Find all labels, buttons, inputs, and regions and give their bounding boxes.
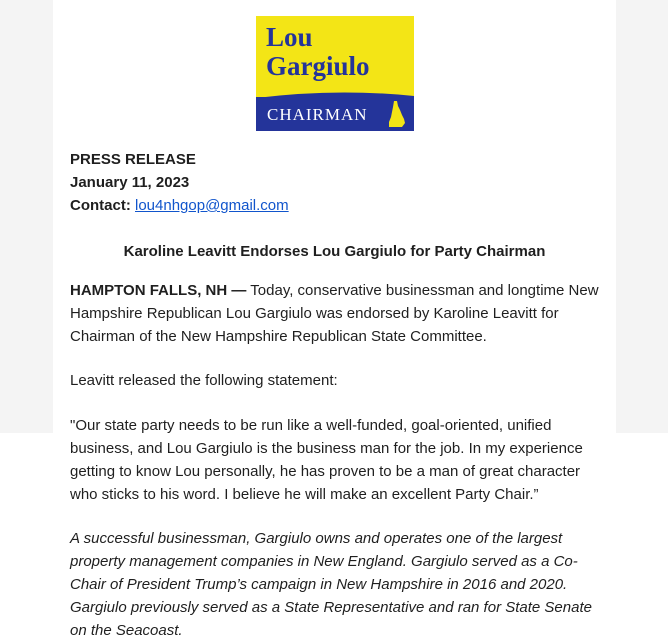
logo-name-line2: Gargiulo [266,51,370,81]
gargiulo-bio: A successful businessman, Gargiulo owns and operates one of the largest property management companies in New England. Gargiulo served as a Co-Chair of President Trump’s campaign in New Hampshire in 2016 and 2020. Gargiulo previously served as a State Representative and ran for State Senate on the Seacoast. [70,530,592,639]
contact-line [70,194,605,217]
body-paragraph-2: Leavitt released the following statement: [70,372,338,389]
release-date: January 11, 2023 [70,174,190,191]
body-paragraph-1 [70,279,605,348]
campaign-logo [256,16,414,131]
new-hampshire-state-icon [386,100,406,128]
paragraph-1-text: Today, conservative businessman and longtime New Hampshire Republican Lou Gargiulo was endorsed by Karoline Leavitt for Chairman of the New Hampshire Republican State Committee. [70,282,599,345]
logo-band-text: CHAIRMAN [267,105,368,124]
leavitt-quote: "Our state party needs to be run like a well-funded, goal-oriented, unified business, and Lou Gargiulo is the business man for the job. In my experience getting to know Lou personally, he has proven to be a man of great character who sticks to his word. I believe he will make an excellent Party Chair.” [70,417,583,503]
contact-label: Contact: [70,197,131,214]
email-body [53,0,616,644]
dateline: HAMPTON FALLS, NH — [70,282,247,299]
contact-email-link[interactable]: lou4nhgop@gmail.com [135,197,289,214]
logo-name-line1: Lou [266,22,313,52]
logo-band [256,97,414,131]
press-headline: Karoline Leavitt Endorses Lou Gargiulo for Party Chairman [123,243,546,260]
press-release-label: PRESS RELEASE [70,151,196,168]
